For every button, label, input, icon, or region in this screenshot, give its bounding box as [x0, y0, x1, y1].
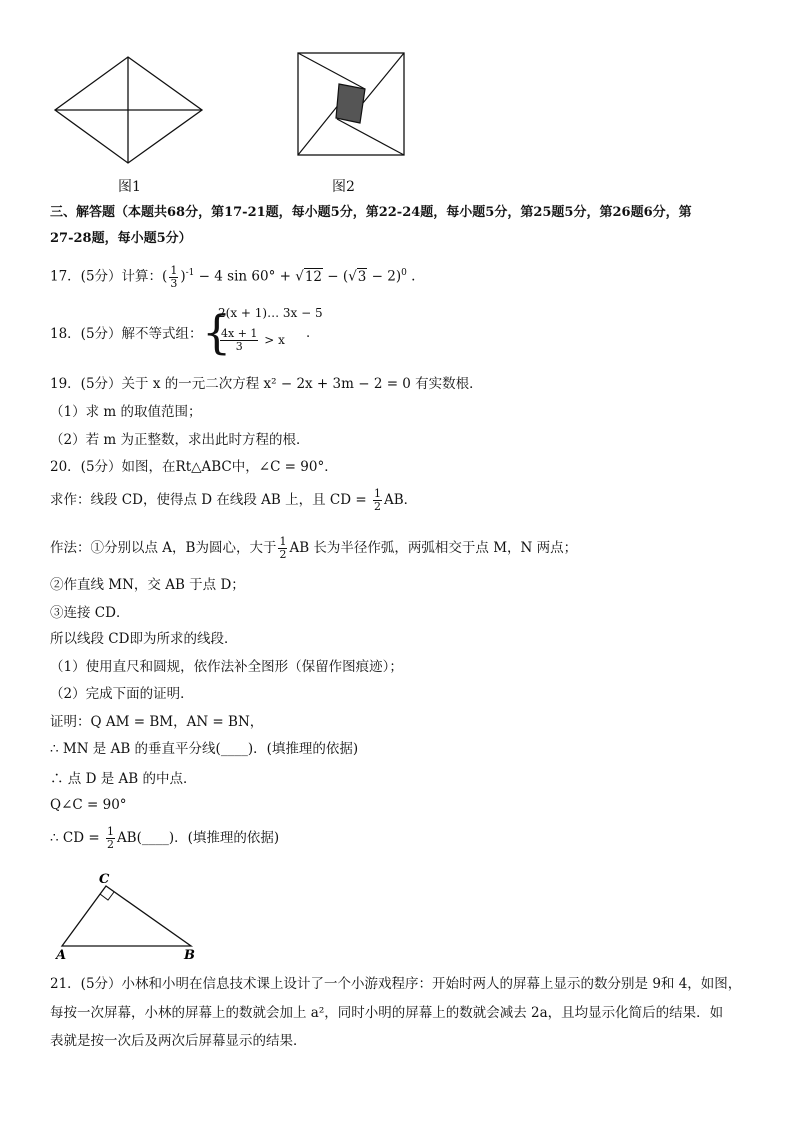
section3-heading-line2: 27-28题，每小题5分） — [50, 231, 192, 246]
q20-line1: 20．(5分）如图，在Rt△ABC中，∠C = 90°． — [50, 459, 338, 475]
section3-heading-line1: 三、解答题（本题共68分，第17-21题，每小题5分，第22-24题，每小题5分，第25题5分，第26题6分，第 — [50, 205, 692, 220]
figure-2-square — [294, 49, 408, 159]
q19-line3: （2）若 m 为正整数，求出此时方程的根． — [50, 432, 310, 448]
q20-line2-num: 1 — [373, 487, 381, 500]
q20-line9: 证明：Q AM = BM，AN = BN， — [50, 714, 264, 730]
q17-sqrt3: 3 — [357, 268, 367, 285]
q20-line13-den: 2 — [106, 838, 114, 851]
q18-ineq2 — [218, 328, 285, 353]
q21-line1: 21．(5分）小林和小明在信息技术课上设计了一个小游戏程序：开始时两人的屏幕上显示的数分别是 9和 4，如图， — [50, 976, 742, 992]
q18-brace: { — [202, 305, 232, 359]
inner-line-1 — [298, 53, 365, 89]
q18-end: . — [306, 326, 311, 341]
q17-prefix: 17．(5分）计算： — [50, 268, 163, 285]
q20-line7: （1）使用直尺和圆规，依作法补全图形（保留作图痕迹）； — [50, 659, 403, 675]
q20-line3-a: 作法：①分别以点 A，B为圆心，大于 — [50, 540, 277, 556]
q20-line6: 所以线段 CD即为所求的线段． — [50, 631, 238, 647]
q20-line13-fraction — [106, 826, 115, 851]
q20-line2-a: 求作：线段 CD，使得点 D 在线段 AB 上，且 CD = — [50, 492, 371, 508]
q20-line13-a: ∴ CD = — [50, 830, 104, 846]
q20-line3-den: 2 — [279, 548, 287, 561]
shaded-inner-square — [336, 84, 365, 123]
q20-line3-fraction — [278, 536, 287, 561]
label-a: A — [56, 948, 67, 960]
q20-line3-num: 1 — [279, 535, 287, 548]
q18-prefix: 18．(5分）解不等式组： — [50, 326, 203, 342]
triangle-abc-figure — [50, 868, 210, 960]
q20-line12: Q∠C = 90° — [50, 797, 127, 813]
q17-exp0: 0 — [401, 268, 407, 278]
q20-line10: ∴ MN 是 AB 的垂直平分线(____)．(填推理的依据) — [50, 741, 359, 757]
fig1-caption: 图1 — [118, 179, 141, 195]
q20-line3 — [50, 536, 577, 561]
q20-line13 — [50, 826, 279, 851]
q20-line5: ③连接 CD． — [50, 605, 130, 621]
q20-line13-num: 1 — [106, 825, 114, 838]
q20-line3-b: AB 长为半径作弧，两弧相交于点 M，N 两点； — [289, 540, 578, 556]
q20-line13-b: AB(____)．(填推理的依据) — [116, 830, 280, 846]
q17-exp1: -1 — [185, 268, 195, 278]
q17-end: . — [406, 268, 416, 285]
q20-line2 — [50, 488, 417, 513]
q20-line2-b: AB． — [383, 492, 418, 508]
q18-ineq2-rest: > x — [264, 333, 285, 347]
q17: 17．(5分）计算：( $\frac{1}{3}$ )$^{-1}$ − 4 $\sin 60^\circ + √12 - (√3 - 2)^0$ . — [50, 263, 416, 290]
right-angle-mark — [100, 892, 114, 900]
q19-line2: （1）求 m 的取值范围； — [50, 404, 202, 420]
q18-frac-den: 3 — [235, 340, 243, 353]
q17-part2: − 4 sin 60° + — [194, 268, 296, 285]
q17-frac-num: 1 — [170, 263, 178, 277]
q20-line4: ②作直线 MN，交 AB 于点 D； — [50, 577, 245, 593]
q20-line2-den: 2 — [373, 500, 381, 513]
q17-part4: − 2) — [367, 268, 402, 285]
q18-fraction — [220, 328, 258, 353]
label-b: B — [184, 948, 195, 960]
q17-fraction — [169, 265, 178, 290]
q21-line3: 表就是按一次后及两次后屏幕显示的结果． — [50, 1033, 307, 1049]
inner-line-3 — [337, 119, 404, 155]
q20-line11: ∴ 点 D 是 AB 的中点． — [50, 771, 197, 787]
q20-line2-fraction — [373, 488, 382, 513]
label-c: C — [99, 872, 110, 887]
figure-1-rhombus — [50, 52, 210, 167]
triangle-abc — [62, 886, 191, 946]
q20-line8: （2）完成下面的证明． — [50, 686, 194, 702]
fig2-caption: 图2 — [332, 179, 355, 195]
q17-sqrt12: 12 — [304, 268, 323, 285]
q19-line1: 19．(5分）关于 x 的一元二次方程 x² − 2x + 3m − 2 = 0 有实数根． — [50, 376, 483, 392]
q17-frac-den: 3 — [170, 276, 178, 290]
q18-frac-num: 4x + 1 — [221, 327, 258, 340]
q18-ineq1: 2(x + 1)… 3x − 5 — [218, 306, 323, 320]
q21-line2: 每按一次屏幕，小林的屏幕上的数就会加上 a²，同时小明的屏幕上的数就会减去 2a，且均显示化简后的结果．如 — [50, 1005, 724, 1021]
q17-part3: − ( — [323, 268, 349, 285]
